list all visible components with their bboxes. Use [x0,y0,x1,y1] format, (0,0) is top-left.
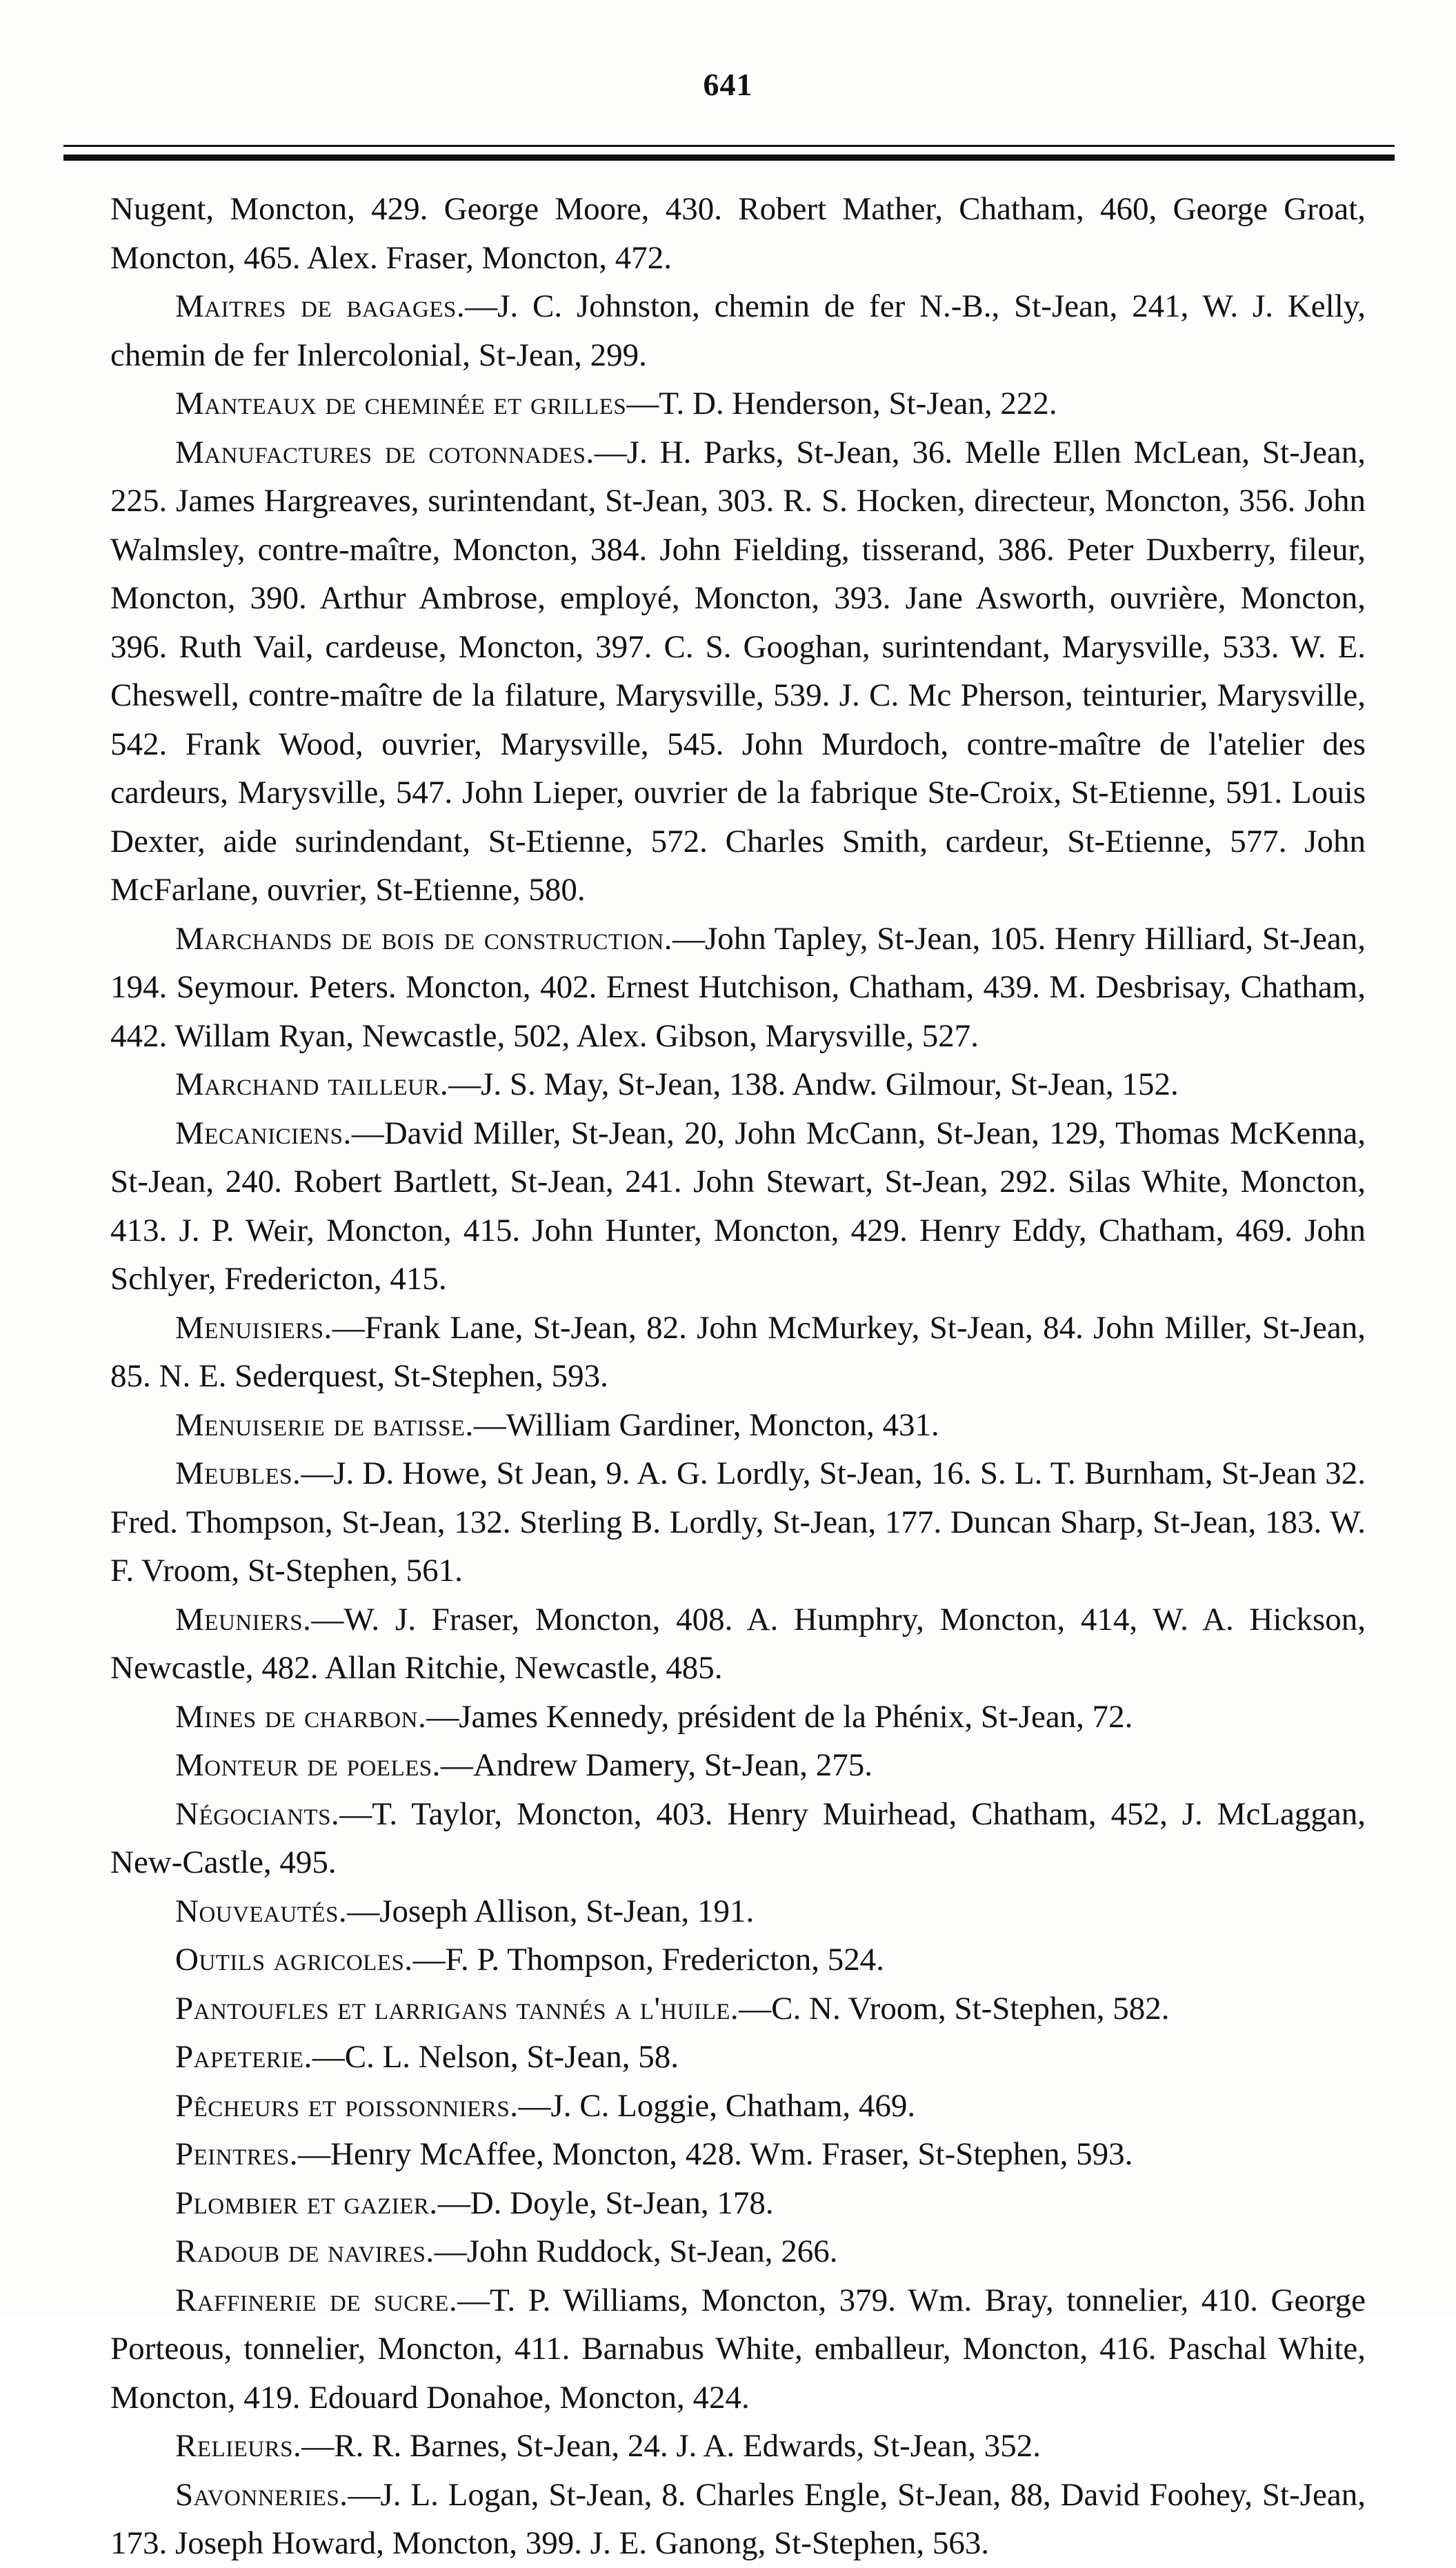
entry-heading: Menuisiers. [175,1309,332,1346]
entry-heading: Mines de charbon. [175,1698,427,1735]
entry-text: —David Miller, St-Jean, 20, John McCann, St-Jean, 129, Thomas McKenna, St-Jean, 240. Robert Bartlett, St-Jean, 241. John Stewart, St-Jean, 292. Silas White, Moncton, 413. J. P. Weir, Moncton, 415. John Hunter, Moncton, 429. Henry Eddy, Chatham, 469. John Schlyer, Fredericton, 415. [110,1115,1366,1297]
entry-text: —T. D. Henderson, St-Jean, 222. [626,386,1057,421]
entry-heading: Manteaux de cheminée et grilles [175,386,627,421]
entry-text: Nugent, Moncton, 429. George Moore, 430. Robert Mather, Chatham, 460, George Groat, Moncton, 465. Alex. Fraser, Moncton, 472. [110,191,1366,276]
entry-heading: Manufactures de cotonnades. [175,434,595,470]
directory-entry [110,2227,1366,2276]
entry-text: —C. L. Nelson, St-Jean, 58. [312,2039,679,2075]
entry-text: —J. D. Howe, St Jean, 9. A. G. Lordly, St-Jean, 16. S. L. T. Burnham, St-Jean 32. Fred. Thompson, St-Jean, 132. Sterling B. Lordly, St-Jean, 177. Duncan Sharp, St-Jean, 183. W. F. Vroom, St-Stephen, 561. [110,1455,1366,1589]
directory-entry [110,185,1366,282]
entry-text: —Andrew Damery, St-Jean, 275. [440,1747,872,1783]
entry-heading: Relieurs. [175,2428,302,2464]
directory-entry [110,428,1366,915]
entry-text: —W. J. Fraser, Moncton, 408. A. Humphry, Moncton, 414, W. A. Hickson, Newcastle, 482. Allan Ritchie, Newcastle, 485. [110,1601,1366,1686]
header-rule-thick [63,155,1395,161]
entry-heading: Pêcheurs et poissonniers. [175,2087,519,2124]
directory-entry [110,1595,1366,1693]
entry-heading: Mecaniciens. [175,1115,352,1151]
entry-heading: Marchand tailleur. [175,1066,449,1102]
entry-text: —D. Doyle, St-Jean, 178. [437,2184,774,2221]
directory-entry [110,2471,1366,2568]
entry-text: —J. C. Loggie, Chatham, 469. [518,2087,916,2124]
directory-entry [110,2179,1366,2228]
directory-entry [110,1693,1366,1742]
directory-entry [110,2130,1366,2179]
entry-text: —T. P. Williams, Moncton, 379. Wm. Bray, tonnelier, 410. George Porteous, tonnelier, Moncton, 411. Barnabus White, emballeur, Moncton, 416. Paschal White, Moncton, 419. Edouard Donahoe, Moncton, 424. [110,2282,1366,2416]
directory-entry [110,1887,1366,1936]
directory-entry [110,2033,1366,2082]
entry-heading: Peintres. [175,2136,299,2172]
entry-text: —Frank Lane, St-Jean, 82. John McMurkey, St-Jean, 84. John Miller, St-Jean, 85. N. E. Sederquest, St-Stephen, 593. [110,1309,1366,1394]
directory-entry [110,915,1366,1061]
directory-entry [110,1449,1366,1595]
entry-heading: Menuiserie de batisse. [175,1406,474,1443]
entry-heading: Raffinerie de sucre. [175,2282,458,2318]
entry-text: —J. S. May, St-Jean, 138. Andw. Gilmour, St-Jean, 152. [448,1066,1179,1102]
entry-heading: Nouveautés. [175,1893,348,1929]
header-rule-thin [63,145,1395,147]
directory-entry [110,1060,1366,1109]
directory-entry [110,1741,1366,1790]
entry-text: —John Tapley, St-Jean, 105. Henry Hilliard, St-Jean, 194. Seymour. Peters. Moncton, 402. Ernest Hutchison, Chatham, 439. M. Desbrisay, Chatham, 442. Willam Ryan, Newcastle, 502, Alex. Gibson, Marysville, 527. [110,920,1366,1054]
directory-entry [110,1984,1366,2033]
directory-entry [110,1304,1366,1401]
entry-text: —T. Taylor, Moncton, 403. Henry Muirhead, Chatham, 452, J. McLaggan, New-Castle, 495. [110,1795,1366,1880]
entry-text: —William Gardiner, Moncton, 431. [473,1406,939,1443]
entry-text: —R. R. Barnes, St-Jean, 24. J. A. Edwards, St-Jean, 352. [301,2428,1041,2464]
directory-entry [110,2422,1366,2471]
entry-heading: Négociants. [175,1795,340,1832]
entry-heading: Pantoufles et larrigans tannés a l'huile. [175,1990,739,2027]
entry-heading: Plombier et gazier. [175,2184,438,2221]
entry-text: —James Kennedy, président de la Phénix, St-Jean, 72. [426,1698,1133,1735]
directory-entry [110,1935,1366,1984]
entry-heading: Radoub de navires. [175,2233,435,2269]
directory-entry [110,1109,1366,1304]
page-number: 641 [703,67,753,102]
entry-heading: Meubles. [175,1455,301,1491]
entry-text: —J. C. Johnston, chemin de fer N.-B., St-Jean, 241, W. J. Kelly, chemin de fer Inlercolonial, St-Jean, 299. [110,288,1366,373]
entry-heading: Meuniers. [175,1601,312,1638]
entry-text: —Joseph Allison, St-Jean, 191. [347,1893,755,1929]
directory-entry [110,379,1366,428]
entry-text: —C. N. Vroom, St-Stephen, 582. [739,1990,1170,2027]
entry-text: —J. H. Parks, St-Jean, 36. Melle Ellen McLean, St-Jean, 225. James Hargreaves, surintendant, St-Jean, 303. R. S. Hocken, directeur, Moncton, 356. John Walmsley, contre-maître, Moncton, 384. John Fielding, tisserand, 386. Peter Duxberry, fileur, Moncton, 390. Arthur Ambrose, employé, Moncton, 393. Jane Asworth, ouvrière, Moncton, 396. Ruth Vail, cardeuse, Moncton, 397. C. S. Googhan, surintendant, Marysville, 533. W. E. Cheswell, contre-maître de la filature, Marysville, 539. J. C. Mc Pherson, teinturier, Marysville, 542. Frank Wood, ouvrier, Marysville, 545. John Murdoch, contre-maître de l'atelier des cardeurs, Marysville, 547. John Lieper, ouvrier de la fabrique Ste-Croix, St-Etienne, 591. Louis Dexter, aide surindendant, St-Etienne, 572. Charles Smith, cardeur, St-Etienne, 577. John McFarlane, ouvrier, St-Etienne, 580. [110,434,1366,908]
entry-heading: Papeterie. [175,2039,312,2075]
entry-heading: Maitres de bagages. [175,288,466,324]
entry-text: —F. P. Thompson, Fredericton, 524. [412,1942,885,1978]
entry-heading: Outils agricoles. [175,1942,413,1978]
entry-heading: Savonneries. [175,2476,348,2513]
directory-entry [110,1790,1366,1887]
entry-text: —J. L. Logan, St-Jean, 8. Charles Engle, St-Jean, 88, David Foohey, St-Jean, 173. Joseph Howard, Moncton, 399. J. E. Ganong, St-Stephen, 563. [110,2476,1366,2561]
entry-heading: Monteur de poeles. [175,1747,441,1783]
directory-entry [110,2082,1366,2131]
directory-entry [110,2276,1366,2422]
entry-heading: Marchands de bois de construction. [175,920,672,957]
entry-text: —John Ruddock, St-Jean, 266. [434,2233,838,2269]
directory-body [110,185,1366,2568]
directory-entry [110,1401,1366,1450]
entry-text: —Henry McAffee, Moncton, 428. Wm. Fraser, St-Stephen, 593. [298,2136,1133,2172]
directory-entry [110,282,1366,379]
